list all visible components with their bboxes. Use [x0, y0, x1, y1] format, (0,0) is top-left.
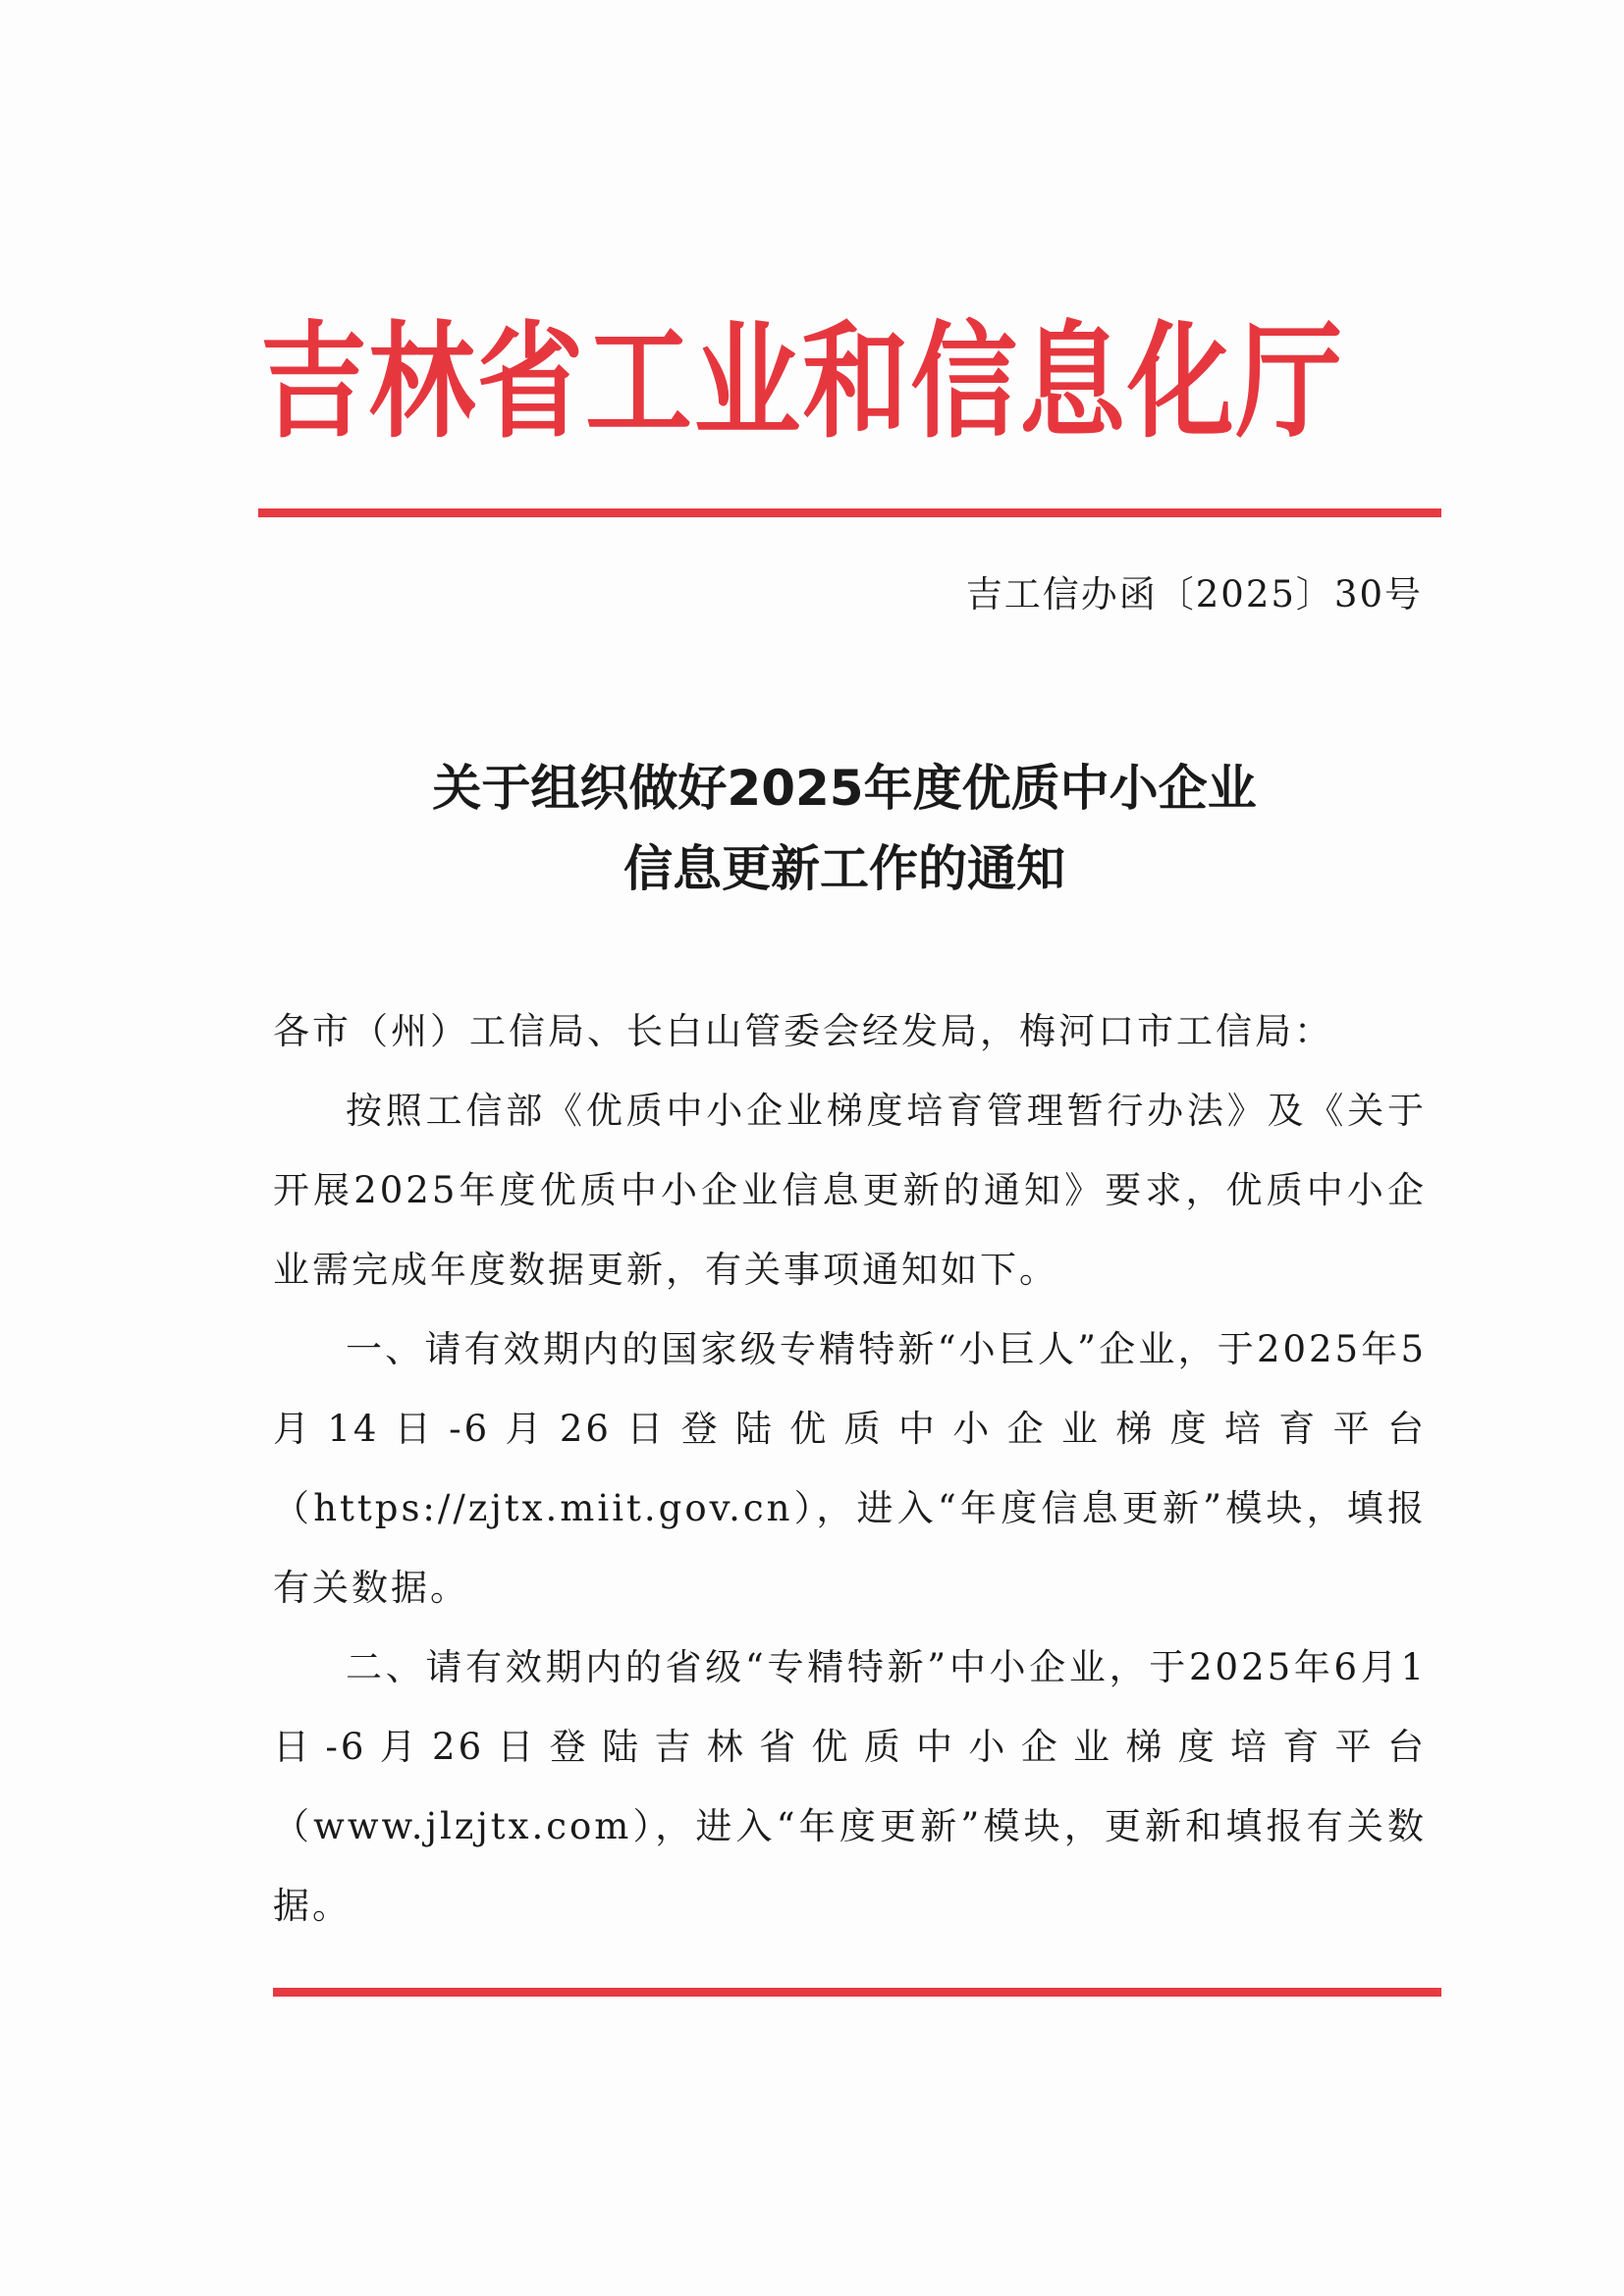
issuing-authority-title: 吉林省工业和信息化厅 [260, 308, 1345, 455]
notice-title [260, 748, 1429, 909]
notice-body [273, 991, 1427, 1946]
paragraph-intro: 按照工信部《优质中小企业梯度培育管理暂行办法》及《关于开展2025年度优质中小企业信息更新的通知》要求，优质中小企业需完成年度数据更新，有关事项通知如下。 [273, 1090, 1427, 1291]
footer-red-rule [273, 1988, 1441, 1997]
header-red-rule [258, 508, 1441, 517]
paragraph-item-1: 一、请有效期内的国家级专精特新“小巨人”企业，于2025年5月14日-6月26日登陆优质中小企业梯度培育平台（https://zjtx.miit.gov.cn），进入“年度信息更新”模块，填报有关数据。 [273, 1328, 1427, 1609]
notice-title-line-2: 信息更新工作的通知 [623, 840, 1065, 897]
salutation: 各市（州）工信局、长白山管委会经发局，梅河口市工信局： [273, 1010, 1333, 1052]
document-number: 吉工信办函〔2025〕30号 [965, 573, 1423, 615]
notice-title-line-1: 关于组织做好2025年度优质中小企业 [432, 760, 1257, 817]
paragraph-item-2: 二、请有效期内的省级“专精特新”中小企业，于2025年6月1日-6月26日登陆吉林省优质中小企业梯度培育平台（www.jlzjtx.com），进入“年度更新”模块，更新和填报有关数据。 [273, 1646, 1427, 1927]
